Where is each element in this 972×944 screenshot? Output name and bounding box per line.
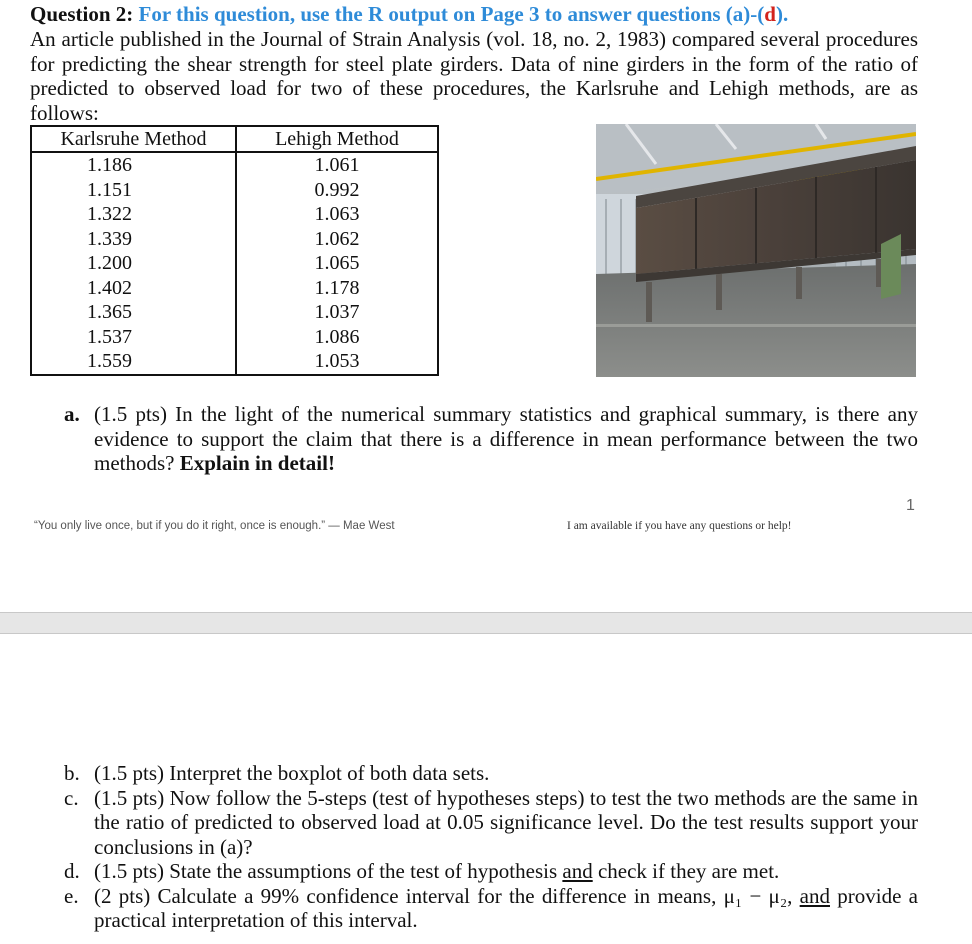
header-karlsruhe: Karlsruhe Method <box>31 126 236 152</box>
page-separator <box>0 612 972 634</box>
karlsruhe-value: 1.339 <box>87 227 132 250</box>
table-row <box>31 178 438 203</box>
karlsruhe-value: 1.537 <box>87 325 132 348</box>
part-b-label: b. <box>64 761 80 785</box>
part-a-label: a. <box>64 402 80 426</box>
list-item <box>64 761 918 786</box>
lehigh-value: 1.037 <box>314 301 360 323</box>
table-row <box>31 251 438 276</box>
table-row <box>31 349 438 375</box>
instruction-prefix: For this question, use the R output on Page 3 to answer questions (a)-( <box>138 2 765 26</box>
karlsruhe-value: 1.200 <box>87 252 132 274</box>
part-c-text: (1.5 pts) Now follow the 5-steps (test of hypotheses steps) to test the two methods are the same in the ratio of predicted to observed load at 0.05 significance level. Do the test results support your conclusions in (a)? <box>94 785 918 859</box>
part-d-post: check if they are met. <box>592 859 780 883</box>
part-d-label: d. <box>64 859 80 883</box>
lehigh-value: 1.053 <box>314 350 360 372</box>
question-label: Question 2: <box>30 2 134 26</box>
karlsruhe-value: 1.365 <box>87 301 132 323</box>
lehigh-value: 1.065 <box>314 252 360 274</box>
footer-quote: “You only live once, but if you do it right, once is enough.” — Mae West <box>34 520 395 532</box>
table-row <box>31 152 438 178</box>
parts-list <box>64 761 918 933</box>
part-e-underlined: and <box>799 883 830 908</box>
karlsruhe-value: 1.402 <box>87 276 132 299</box>
lehigh-value: 0.992 <box>314 178 360 201</box>
lehigh-value: 1.061 <box>314 154 360 176</box>
karlsruhe-value: 1.186 <box>87 154 132 176</box>
karlsruhe-value: 1.559 <box>87 350 132 372</box>
question-paragraph: An article published in the Journal of Strain Analysis (vol. 18, no. 2, 1983) compared several procedures for predicting the shear strength for steel plate girders. Data of nine girders in the form of the ratio of predicted to observed load for two of these procedures, the Karlsruhe and Lehigh methods, are as follows: <box>30 27 918 125</box>
page-number: 1 <box>906 497 915 514</box>
part-a-text: (1.5 pts) In the light of the numerical summary statistics and graphical summary, is there any evidence to support the claim that there is a difference in mean performance between the two methods? <box>94 402 918 475</box>
list-item <box>64 859 918 884</box>
part-c-label: c. <box>64 785 79 810</box>
lehigh-value: 1.063 <box>314 203 360 225</box>
list-item <box>64 884 918 933</box>
steel-girder-photo <box>596 124 916 377</box>
table-row <box>31 202 438 227</box>
table-row <box>31 325 438 350</box>
part-d-underlined: and <box>562 859 593 883</box>
table-row <box>31 227 438 252</box>
list-item <box>64 786 918 860</box>
lehigh-value: 1.178 <box>314 276 360 299</box>
karlsruhe-value: 1.151 <box>87 178 132 201</box>
table-row <box>31 276 438 301</box>
lehigh-value: 1.086 <box>314 325 360 348</box>
table-row <box>31 300 438 325</box>
question-title <box>30 2 788 27</box>
girder-data-table <box>30 125 439 376</box>
part-e-post: provide a practical interpretation of this interval. <box>94 883 918 932</box>
instruction-d: d <box>764 2 776 26</box>
question-instruction <box>139 2 789 26</box>
header-lehigh: Lehigh Method <box>236 126 438 152</box>
part-d-pre: (1.5 pts) State the assumptions of the test of hypothesis <box>94 859 563 883</box>
part-b-text: (1.5 pts) Interpret the boxplot of both data sets. <box>94 761 490 785</box>
part-e-pre: (2 pts) Calculate a 99% confidence interval for the difference in means, μ₁ − μ₂, <box>94 883 800 908</box>
instruction-suffix: ). <box>775 2 789 26</box>
part-e-label: e. <box>64 883 79 908</box>
footer-help: I am available if you have any questions or help! <box>567 520 792 532</box>
part-a <box>64 402 918 476</box>
lehigh-value: 1.062 <box>314 227 360 250</box>
part-a-bold-tail: Explain in detail! <box>179 451 335 475</box>
karlsruhe-value: 1.322 <box>87 203 132 225</box>
table-header-row <box>31 126 438 152</box>
